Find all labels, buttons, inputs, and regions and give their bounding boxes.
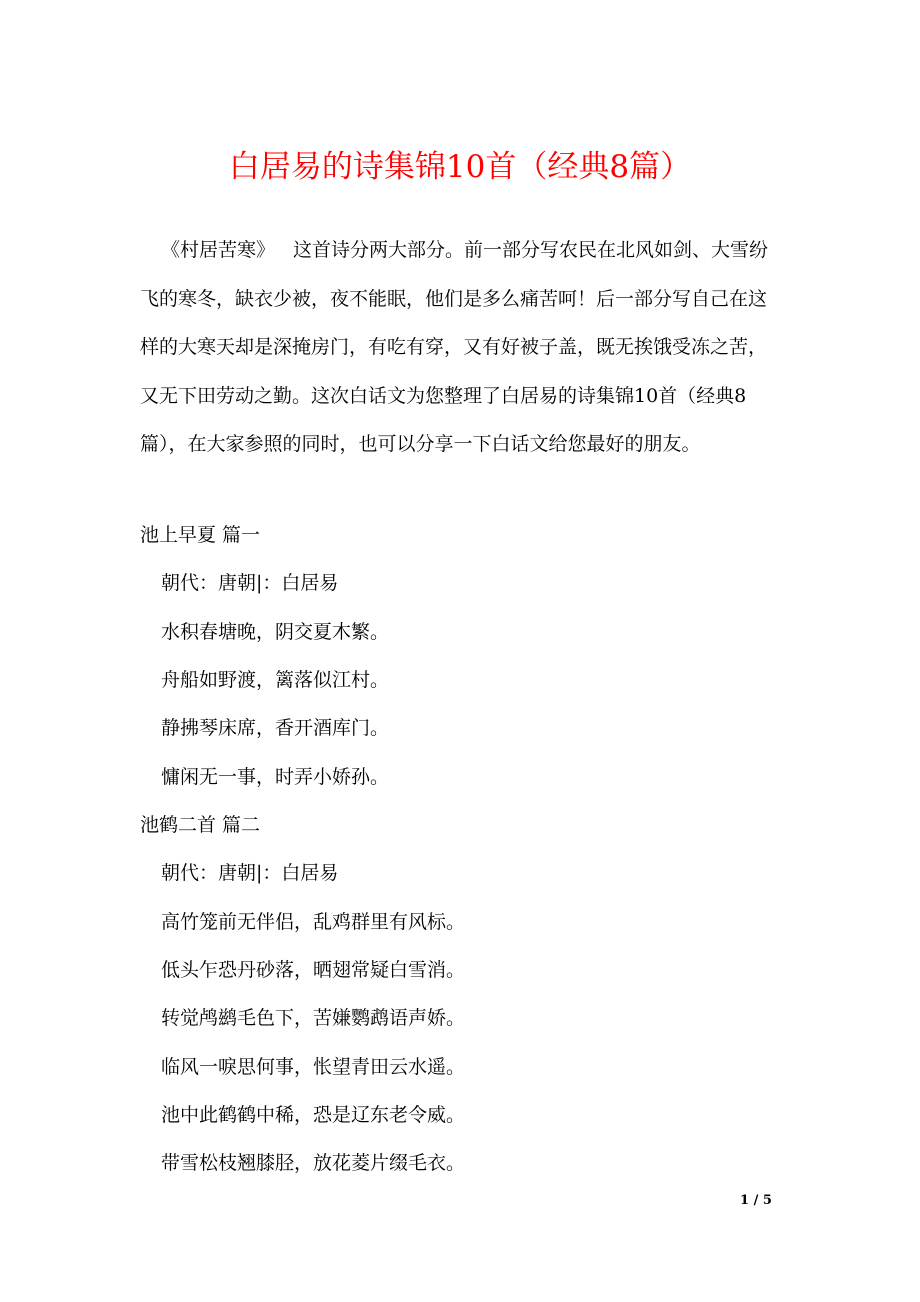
poem-line: 慵闲无一事，时弄小娇孙。: [161, 766, 390, 788]
intro-book-title: 《村居苦寒》: [161, 239, 276, 261]
poem-line: 静拂琴床席，香开酒库门。: [161, 717, 390, 739]
poem-line: 低头乍恐丹砂落，晒翅常疑白雪消。: [161, 959, 466, 981]
poem-author-line: 朝代：唐朝|：白居易: [161, 572, 339, 594]
poem-heading: 池鹤二首 篇二: [140, 814, 261, 836]
intro-text: 这首诗分两大部分。前一部分写农民在北风如剑、大雪纷飞的寒冬，缺衣少被，夜不能眠，他们是多么痛苦呵！后一部分写自己在这样的大寒天却是深掩房门，有吃有穿，又有好被子盖，既无挨饿受冻之苦，又无下田劳动之勤。这次白话文为您整理了白居易的诗集锦10首（经典8篇），在大家参照的同时，也可以分享一下白话文给您最好的朋友。: [140, 239, 769, 455]
poem-heading: 池上早夏 篇一: [140, 524, 261, 546]
poem-line: 临风一唳思何事，怅望青田云水遥。: [161, 1056, 466, 1078]
poem-line: 带雪松枝翘膝胫，放花菱片缀毛衣。: [161, 1152, 466, 1174]
poem-author-line: 朝代：唐朝|：白居易: [161, 862, 339, 884]
document-title: 白居易的诗集锦10首（经典8篇）: [228, 149, 692, 185]
page-number: 1 / 5: [740, 1193, 772, 1208]
poem-line: 池中此鹤鹤中稀，恐是辽东老令威。: [161, 1104, 466, 1126]
poem-line: 水积春塘晚，阴交夏木繁。: [161, 621, 390, 643]
poem-line: 高竹笼前无伴侣，乱鸡群里有风标。: [161, 911, 466, 933]
intro-paragraph: [140, 226, 785, 469]
poem-line: 转觉鸬鹚毛色下，苦嫌鹦鹉语声娇。: [161, 1007, 466, 1029]
poem-line: 舟船如野渡，篱落似江村。: [161, 669, 390, 691]
